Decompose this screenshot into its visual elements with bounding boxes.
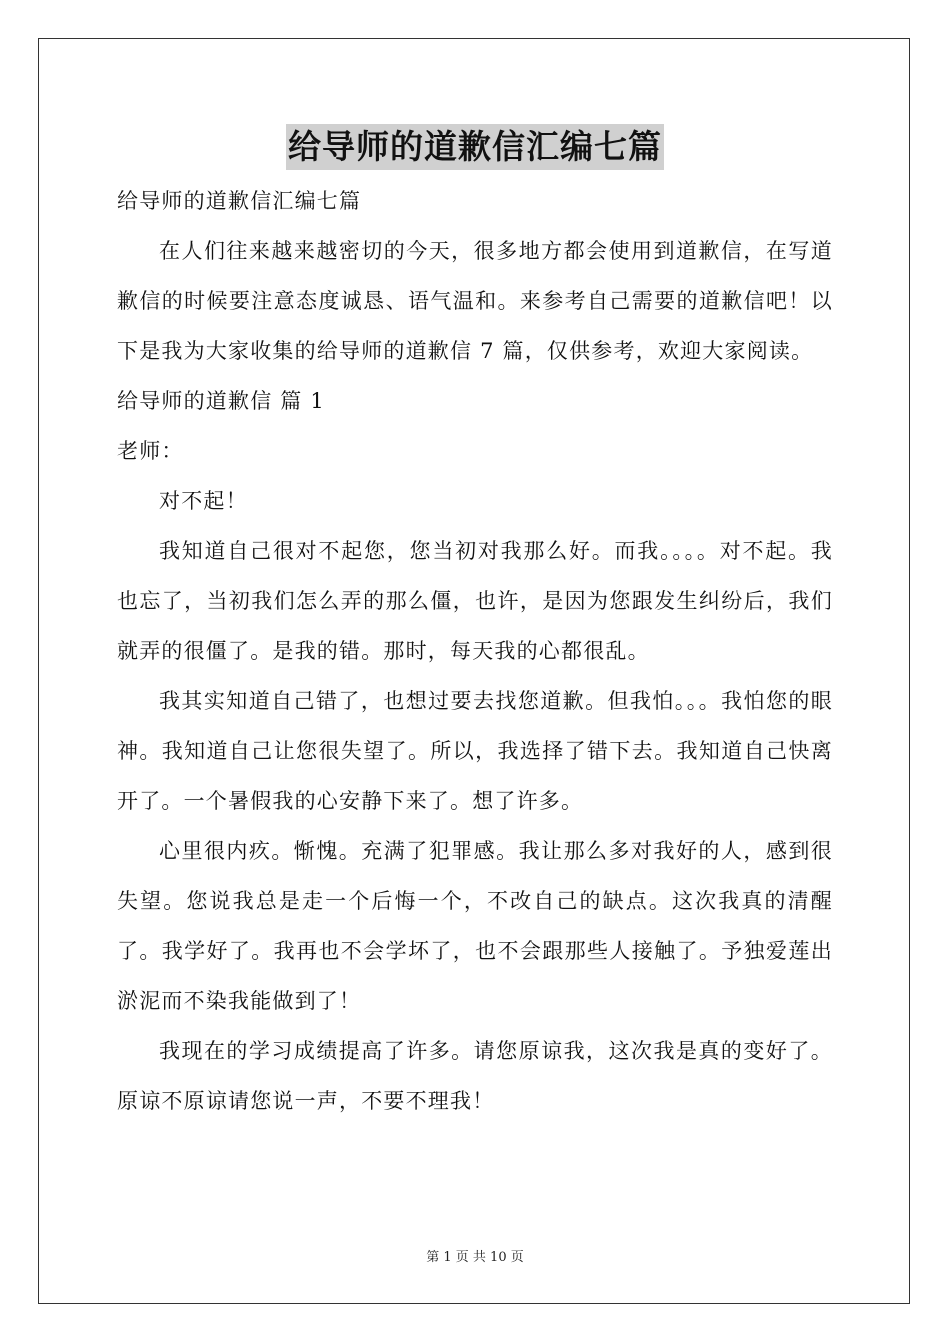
- subtitle-line: 给导师的道歉信汇编七篇: [117, 189, 362, 213]
- body-paragraph: 对不起！: [159, 489, 248, 513]
- salutation: 老师：: [117, 439, 184, 463]
- title-container: [0, 124, 950, 170]
- section-heading: 给导师的道歉信 篇 1: [117, 389, 325, 413]
- page-footer: 第 1 页 共 10 页: [426, 1250, 524, 1265]
- document-title: 给导师的道歉信汇编七篇: [286, 124, 664, 170]
- body-paragraph: 心里很内疚。惭愧。充满了犯罪感。我让那么多对我好的人，感到很失望。您说我总是走一个后悔一个，不改自己的缺点。这次我真的清醒了。我学好了。我再也不会学坏了，也不会跟那些人接触了。予独爱莲出淤泥而不染我能做到了！: [117, 839, 833, 1013]
- document-body: [117, 176, 833, 1126]
- body-paragraph: 我其实知道自己错了，也想过要去找您道歉。但我怕。。。我怕您的眼神。我知道自己让您很失望了。所以，我选择了错下去。我知道自己快离开了。一个暑假我的心安静下来了。想了许多。: [117, 689, 833, 813]
- body-paragraph: 我现在的学习成绩提高了许多。请您原谅我，这次我是真的变好了。原谅不原谅请您说一声，不要不理我！: [117, 1039, 833, 1113]
- intro-paragraph: 在人们往来越来越密切的今天，很多地方都会使用到道歉信，在写道歉信的时候要注意态度诚恳、语气温和。来参考自己需要的道歉信吧！以下是我为大家收集的给导师的道歉信 7 篇，仅供参考，欢迎大家阅读。: [117, 239, 833, 363]
- body-paragraph: 我知道自己很对不起您，您当初对我那么好。而我。。。。对不起。我也忘了，当初我们怎么弄的那么僵，也许，是因为您跟发生纠纷后，我们就弄的很僵了。是我的错。那时，每天我的心都很乱。: [117, 539, 833, 663]
